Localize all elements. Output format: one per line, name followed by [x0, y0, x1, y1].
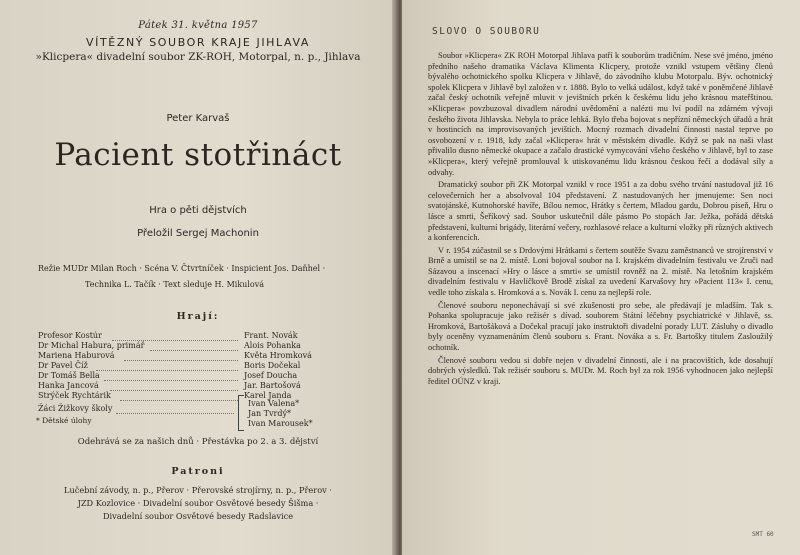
performance-info: Odehrává se za našich dnů · Přestávka po 2. a 3. dějství: [77, 437, 319, 447]
cast-role: Dr Michal Habura, primář: [38, 341, 145, 350]
cast-actor: Frant. Novák: [244, 331, 298, 340]
cast-brace: [238, 395, 244, 431]
cast-actor: Ivan Valena*: [248, 399, 300, 408]
cast-role: Profesor Kostúr: [38, 331, 102, 340]
cast-actor: Jan Tvrdý*: [248, 409, 291, 418]
cast-actor: Alois Pohanka: [244, 341, 301, 350]
cast-actor: Ivan Marousek*: [248, 419, 313, 428]
production-credits-line-2: Technika L. Tačík · Text sleduje H. Mikulová: [85, 280, 264, 289]
play-author: Peter Karvaš: [166, 113, 230, 124]
dotted-leader: [96, 369, 238, 371]
dotted-leader: [104, 379, 238, 381]
play-title: Pacient stotřináct: [54, 137, 342, 173]
article-paragraph: Členové souboru vedou si dobře nejen v divadelní činnosti, ale i na pracovištích, kde dosahují dobrých výsledků. Tak režisér souboru s. MUDr. M. Roch byl za rok 1956 vyhodnocen jako nejlepší ředitel OÚNZ v kraji.: [428, 355, 773, 386]
cast-role: Dr Pavel Číž: [38, 361, 88, 370]
cast-role: Dr Tomáš Bella: [38, 371, 100, 380]
left-page: [0, 0, 396, 555]
translator-credit: Přeložil Sergej Machonin: [137, 228, 259, 239]
dotted-leader: [116, 412, 234, 414]
cast-role: Žáci Žižkovy školy: [38, 404, 113, 413]
cast-role: Mariena Haburová: [38, 351, 115, 360]
patron-line: Lučební závody, n. p., Přerov · Přerovské strojírny, n. p., Přerov ·: [64, 485, 332, 495]
patrons-heading: Patroni: [171, 466, 225, 477]
patron-line: JZD Kozlovice · Divadelní soubor Osvětové besedy Šišma ·: [77, 498, 319, 508]
ensemble-name: »Klicpera« divadelní soubor ZK-ROH, Motorpal, n. p., Jihlava: [35, 51, 361, 63]
dotted-leader: [150, 349, 238, 351]
dotted-leader: [124, 359, 238, 361]
cast-role: Strýček Rychtárik: [38, 391, 111, 400]
cast-role: Hanka Jancová: [38, 381, 99, 390]
printer-mark: SMT 60: [752, 531, 774, 538]
production-credits-line-1: Režie MUDr Milan Roch · Scéna V. Čtvrtníček · Inspicient Jos. Daňhel ·: [38, 264, 326, 273]
cast-actor: Josef Doucha: [244, 371, 298, 380]
cast-heading: Hrají:: [176, 311, 220, 322]
dotted-leader: [110, 389, 238, 391]
cast-actor: Boris Dočekal: [244, 361, 301, 370]
winner-heading: VÍTĚZNÝ SOUBOR KRAJE JIHLAVA: [86, 36, 310, 49]
ensemble-article: [428, 51, 773, 389]
performance-date: Pátek 31. května 1957: [138, 20, 258, 31]
cast-actor: Jar. Bartošová: [244, 381, 301, 390]
article-paragraph: V r. 1954 zúčastnil se s Drdovými Hrátkami s čertem soutěže Svazu zaměstnanců ve strojírenství v Brně a umístil se na 2. místě. Loni bojoval soubor na I. krajském divadelním festivalu ve Zruči nad Sázavou a inscenací »Hry o lásce a smrti« se umístil rovněž na 2. místě. Na letošním krajském divadelním festivalu v Havlíčkově Brodě získal za uvedení Karvašovy hry »Pacient 113« I. cenu, vedle toho získala s. Hromková a s. Novák I. cenu za nejlepší role.: [428, 245, 773, 298]
cast-actor: Karel Janda: [244, 391, 292, 400]
article-paragraph: Členové souboru neponechávají si své zkušenosti pro sebe, ale předávají je mladším. Tak s. Pohanka spolupracuje jako režisér s dívad. souborem Státní léčebny psychiatrické v Jihlavě, ss. Hromková, Bartošáková a Dočekal pracují jako instruktoři divadelní porady LUT. Zásluhy o divadlo byly oceněny vyznamenáním členů souboru s. Frant. Nováka a s. Fr. Bartošky titulem Zasloužilý ochotník.: [428, 300, 773, 353]
cast-actor: Květa Hromková: [244, 351, 312, 360]
section-heading: SLOVO O SOUBORU: [432, 26, 541, 37]
article-paragraph: Dramatický soubor při ZK Motorpal vznikl v roce 1951 a za dobu svého trvání nastudoval již 16 celovečerních her a absolvoval 104 představení. Z nastudovaných her jmenujeme: Sen noci svatojánské, Kutnohorské havíře, Bílou nemoc, Hrátky s čertem, Mladou gardu, Dobrou píseň, Hru o lásce a smrti, Šeříkový sad. Soubor uskutečnil dále pásmo Po stopách Jar. Ježka, pořádá dětská představení, kulturní brigády, literární večery, rozhlasové relace a kulturní vložky při různých aktivech a konferencích.: [428, 180, 773, 243]
children-roles-note: * Dětské úlohy: [36, 416, 92, 425]
play-subtitle: Hra o pěti dějstvích: [149, 205, 247, 216]
right-page: [402, 0, 800, 555]
patron-line: Divadelní soubor Osvětové besedy Radslavice: [102, 511, 294, 521]
article-paragraph: Soubor »Klicpera« ZK ROH Motorpal Jihlava patří k souborům tradičním. Nese své jméno, jméno předního našeho dramatika Václava Klimenta Klicpery, protože vznikl vstupem většiny členů bývalého ochotnického spolku Klicpera v Jihlavě, do závodního klubu Motorpalu. Býv. ochotnický spolek Klicpera v Jihlavě byl založen v r. 1888. Bylo to velká událost, když také v poněmčené Jihlavě začal český ochotník veřejně mluvit v jevištních prkén k českému lidu jeho krásnou mateřštinou. »Klicpera« povzbuzoval divadlem národní uvědomění a nalézti mu lví podíl na zdárném vývoji českého života Jihlavska. Nebyla to práce lehká. Bylo třeba bojovat s nepřízní německých úřadů a hrát v hostincích na improvisovaných jevištích. Mocný rozmach divadelní činnosti nastal teprve po osvobození v r. 1918, kdy začal »Klicpera« hrát v městském divadle. Když se pak na naši vlast přivalilo dusno německé okupace a začalo drastické vymycování všeho českého v Jihlavě, byl to zase »Klicpera«, který veřejně promlouval k utiskovanému lidu krásnou českou řečí a dodával síly a odvahy.: [428, 51, 773, 177]
dotted-leader: [120, 399, 238, 401]
